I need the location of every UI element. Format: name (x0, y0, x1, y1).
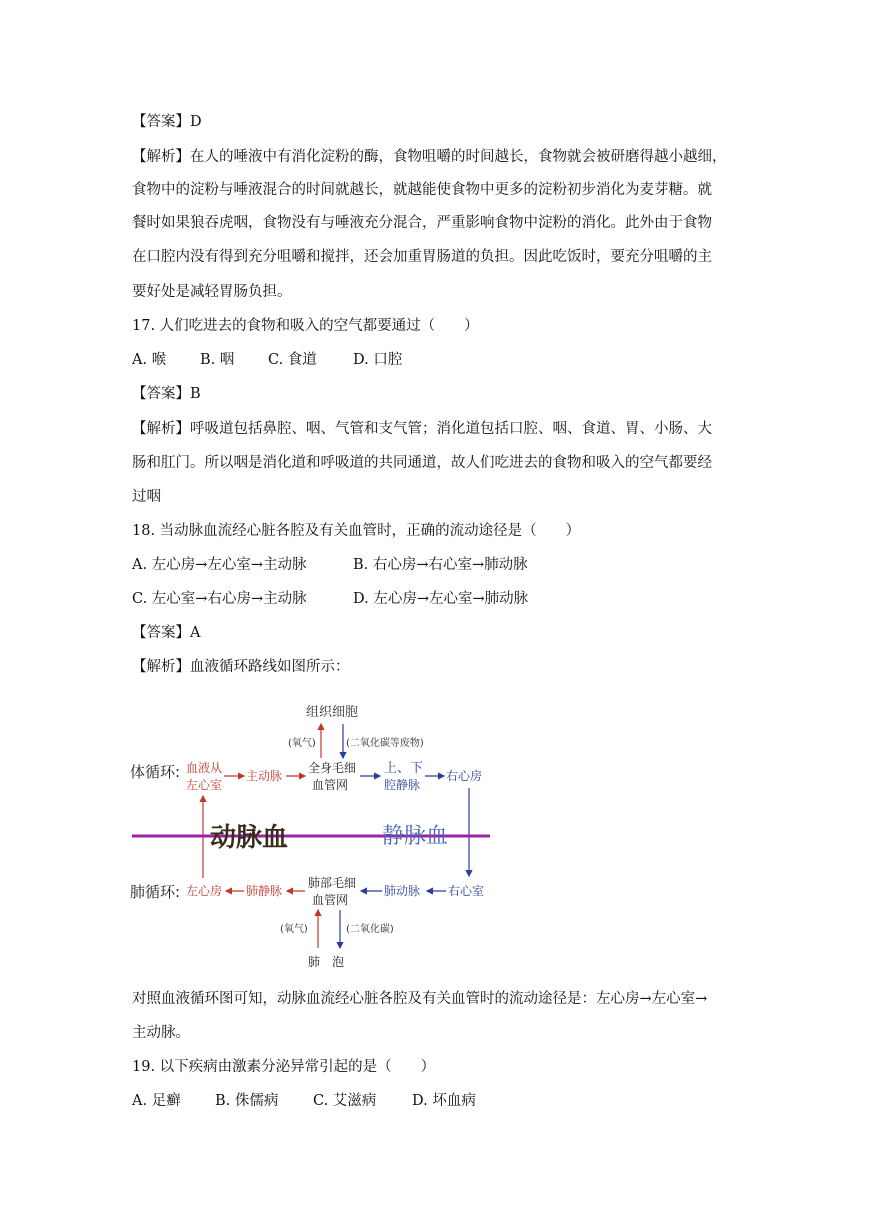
q19-option-d: D. 坏血病 (412, 1093, 476, 1109)
q16-analysis-line-1: 【解析】在人的唾液中有消化淀粉的酶，食物咀嚼的时间越长，食物就会被研磨得越小越细， (132, 149, 727, 165)
q18-conclusion-line-1: 对照血液循环图可知，动脉血流经心脏各腔及有关血管时的流动途径是：左心房→左心室→ (132, 991, 708, 1007)
vena-cava-label-2: 腔静脉 (384, 778, 421, 792)
q17-stem: 17. 人们吃进去的食物和吸入的空气都要通过（ ） (132, 318, 479, 334)
co2-label: (二氧化碳) (346, 924, 394, 935)
q16-answer: 【答案】D (132, 114, 202, 130)
q18-option-b: B. 右心房→右心室→肺动脉 (353, 557, 528, 573)
left-atrium-label: 左心房 (186, 884, 223, 898)
q18-option-a: A. 左心房→左心室→主动脉 (132, 557, 307, 573)
q18-analysis-intro: 【解析】血液循环路线如图所示： (132, 659, 350, 675)
lung-capillary-label-1: 肺部毛细 (308, 876, 357, 890)
q17-option-b: B. 咽 (200, 352, 235, 368)
right-atrium-label: 右心房 (446, 769, 483, 783)
q17-analysis-line-3: 过咽 (132, 489, 161, 505)
q19-stem: 19. 以下疾病由激素分泌异常引起的是（ ） (132, 1059, 436, 1075)
blood-from-label: 血液从 (186, 761, 223, 775)
q19-option-b: B. 侏儒病 (215, 1093, 279, 1109)
q18-conclusion-line-2: 主动脉。 (132, 1025, 190, 1041)
blood-circulation-diagram (128, 696, 508, 976)
pulmonary-circulation-label: 肺循环: (130, 883, 181, 901)
systemic-circulation-label: 体循环: (130, 763, 181, 781)
q16-analysis-line-5: 要好处是减轻胃肠负担。 (132, 284, 292, 300)
vena-cava-label-1: 上、下 (384, 761, 424, 776)
tissue-cells-label: 组织细胞 (306, 705, 359, 720)
q19-option-c: C. 艾滋病 (313, 1093, 377, 1109)
q18-option-d: D. 左心房→左心室→肺动脉 (353, 591, 529, 607)
q18-option-c: C. 左心室→右心房→主动脉 (132, 591, 307, 607)
q17-analysis-line-1: 【解析】呼吸道包括鼻腔、咽、气管和支气管；消化道包括口腔、咽、食道、胃、小肠、大 (132, 421, 712, 437)
pulmonary-artery-label: 肺动脉 (384, 884, 421, 898)
q17-answer: 【答案】B (132, 386, 201, 402)
lung-capillary-label-2: 血管网 (312, 893, 349, 907)
q18-answer: 【答案】A (132, 625, 201, 641)
q17-option-d: D. 口腔 (353, 352, 403, 368)
arterial-blood-label: 动脉血 (210, 823, 289, 853)
co2-waste-label: (二氧化碳等废物) (346, 738, 424, 749)
q19-option-a: A. 足癣 (132, 1093, 181, 1109)
alveoli-label: 肺 泡 (308, 955, 345, 969)
oxygen-top-label: (氧气) (288, 738, 316, 749)
q16-analysis-line-3: 餐时如果狼吞虎咽，食物没有与唾液充分混合，严重影响食物中淀粉的消化。此外由于食物 (132, 215, 712, 231)
left-ventricle-label: 左心室 (186, 778, 223, 792)
q16-analysis-line-2: 食物中的淀粉与唾液混合的时间就越长，就越能使食物中更多的淀粉初步消化为麦芽糖。就 (132, 182, 712, 198)
aorta-label: 主动脉 (246, 769, 283, 783)
q17-analysis-line-2: 肠和肛门。所以咽是消化道和呼吸道的共同通道，故人们吃进去的食物和吸入的空气都要经 (132, 455, 712, 471)
body-capillary-label-1: 全身毛细 (308, 761, 357, 775)
body-capillary-label-2: 血管网 (312, 778, 349, 792)
q17-option-a: A. 喉 (132, 352, 167, 368)
right-ventricle-label: 右心室 (448, 884, 485, 898)
venous-blood-label: 静脉血 (382, 824, 449, 849)
pulmonary-vein-label: 肺静脉 (246, 884, 283, 898)
q18-stem: 18. 当动脉血流经心脏各腔及有关血管时，正确的流动途径是（ ） (132, 523, 581, 539)
q16-analysis-line-4: 在口腔内没有得到充分咀嚼和搅拌，还会加重胃肠道的负担。因此吃饭时，要充分咀嚼的主 (132, 249, 712, 265)
q17-option-c: C. 食道 (268, 352, 317, 368)
oxygen-bottom-label: (氧气) (280, 924, 308, 935)
